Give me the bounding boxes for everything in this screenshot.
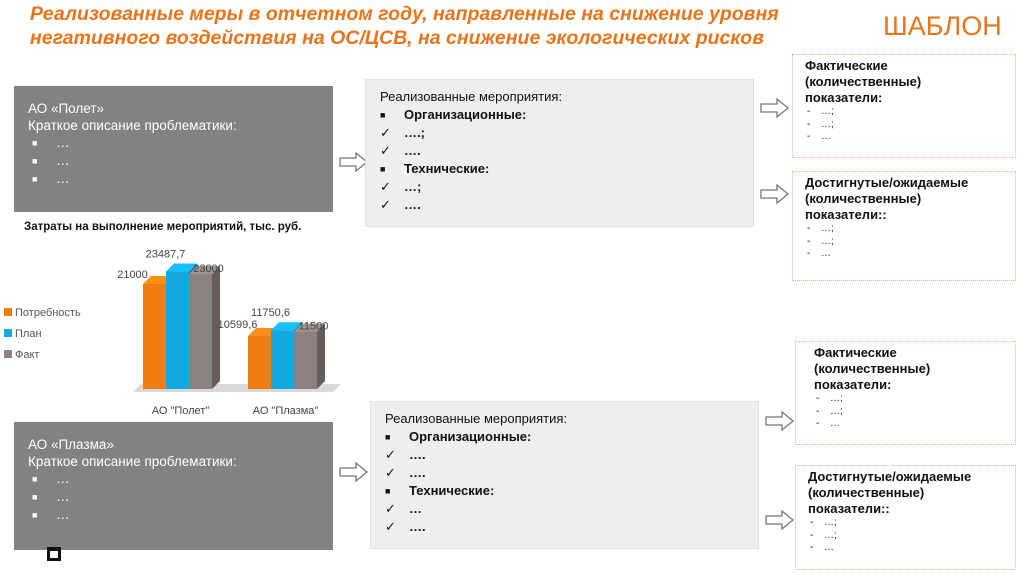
indicator-line: - …; [816, 405, 843, 417]
bar [271, 330, 294, 389]
indicator-line: - …; [807, 106, 834, 117]
indicator-line: - …; [807, 235, 834, 247]
data-label: 11750,6 [251, 307, 290, 320]
arrow-right-icon [760, 98, 790, 118]
legend-label: План [15, 328, 42, 340]
page-title-line-1: Реализованные меры в отчетном году, направленные на снижение уровня [30, 3, 779, 25]
indicator-line: - …; [816, 393, 843, 404]
arrow-right-icon [339, 462, 369, 482]
costs-bar-chart [0, 240, 360, 420]
indicator-line: - … [816, 418, 840, 429]
bar [166, 272, 189, 389]
indicator-line: - … [807, 131, 831, 142]
indicator-line: - …; [807, 118, 834, 130]
org-name: АО «Плазма» [28, 437, 114, 452]
indicator-box-actual: Фактические (количественные) показатели: - …; - …; - … [795, 341, 1016, 445]
indicator-box-expected: Достигнутые/ожидаемые (количественные) показатели:: - …; - …; - … [792, 171, 1016, 281]
page-title-line-2: негативного воздействия на ОС/ЦСВ, на снижение экологических рисков [30, 27, 764, 49]
measure-item: ✓ …. [385, 519, 426, 534]
measure-item: ✓ …; [380, 179, 422, 194]
measures-title: Реализованные мероприятия: [380, 89, 563, 104]
bar [294, 332, 317, 390]
measure-item: ■ Организационные: [385, 429, 532, 444]
org-description-label: Краткое описание проблематики: [28, 118, 237, 133]
data-label: 23487,7 [145, 248, 186, 261]
measure-item: ✓ …. [385, 465, 426, 480]
indicator-line: - …; [807, 223, 834, 234]
org-description-label: Краткое описание проблематики: [28, 454, 237, 469]
category-label: АО "Полет" [151, 405, 210, 417]
org-bullet: ■ … [32, 507, 70, 522]
legend-swatch [4, 308, 12, 316]
data-label: 21000 [117, 269, 148, 281]
indicator-line: - … [807, 248, 831, 259]
org-bullet: ■ … [32, 153, 70, 168]
bar-side [317, 324, 325, 390]
bar [143, 284, 166, 389]
org-bullet: ■ … [32, 171, 70, 186]
arrow-right-icon [765, 411, 795, 431]
org-box-polet [14, 86, 333, 212]
measure-item: ✓ …. [380, 197, 421, 212]
measures-box-polet [365, 79, 754, 227]
measure-item: ■ Организационные: [380, 107, 527, 122]
arrow-right-icon [765, 510, 795, 530]
measure-item: ✓ …. [385, 447, 426, 462]
org-bullet: ■ … [32, 135, 70, 150]
measure-item: ✓ ….; [380, 125, 425, 140]
page-title [30, 2, 830, 50]
legend-swatch [4, 350, 12, 358]
indicator-box-expected: Достигнутые/ожидаемые (количественные) показатели:: - …; - …; - … [795, 465, 1016, 570]
legend-label: Потребность [15, 307, 81, 319]
legend-swatch [4, 329, 12, 337]
org-bullet: ■ … [32, 471, 70, 486]
measure-item: ✓ … [385, 501, 422, 516]
template-tag: ШАБЛОН [883, 11, 1002, 41]
org-box-plazma [14, 422, 333, 550]
data-label: 23000 [193, 263, 224, 275]
chart-title: Затраты на выполнение мероприятий, тыс. руб. [24, 221, 302, 233]
indicator-line: - … [810, 542, 834, 553]
measure-item: ■ Технические: [385, 483, 495, 498]
corner-mark [47, 547, 61, 561]
measure-item: ■ Технические: [380, 161, 490, 176]
org-name: АО «Полет» [28, 101, 105, 116]
indicator-line: - …; [810, 529, 837, 541]
bar [189, 274, 212, 389]
bar [248, 336, 271, 389]
measures-box-plazma [370, 401, 759, 549]
indicator-line: - …; [810, 517, 837, 528]
data-label: 10599,6 [217, 319, 258, 332]
category-label: АО "Плазма" [252, 405, 319, 417]
legend-label: Факт [15, 349, 40, 361]
org-bullet: ■ … [32, 489, 70, 504]
measure-item: ✓ …. [380, 143, 421, 158]
indicator-box-actual: Фактические (количественные) показатели: - …; - …; - … [792, 54, 1016, 158]
data-label: 11500 [298, 320, 329, 333]
measures-title: Реализованные мероприятия: [385, 411, 568, 426]
arrow-right-icon [760, 184, 790, 204]
